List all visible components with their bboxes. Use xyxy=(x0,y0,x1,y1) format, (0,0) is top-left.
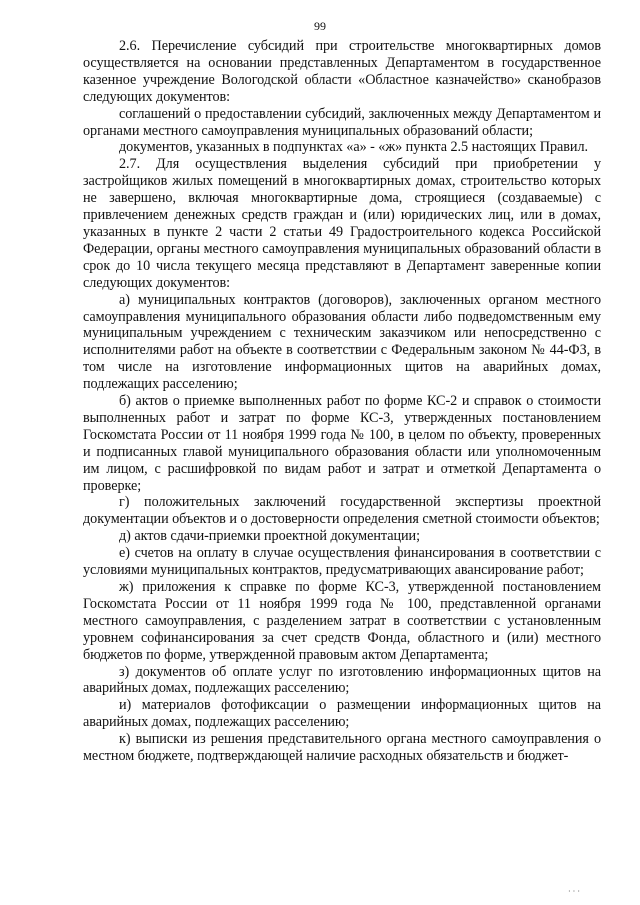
footer-mark: · · · xyxy=(568,887,580,896)
paragraph-2-7: 2.7. Для осуществления выделения субсидий при приобретении у застройщиков жилых помещений в многоквартирных домах, строительство которых не завершено, включая многоквартирные дома, строящиеся (создаваемые) с привлечением денежных средств граждан и (или) юридических лиц, или в домах, указанных в пункте 2 части 2 статьи 49 Градостроительного кодекса Российской Федерации, органы местного самоуправления муниципальных образований области в срок до 10 числа текущего месяца представляют в Департамент заверенные копии следующих документов: xyxy=(83,156,601,291)
paragraph-agreements: соглашений о предоставлении субсидий, заключенных между Департаментом и органами местного самоуправления муниципальных образований области; xyxy=(83,105,601,139)
paragraph-documents: документов, указанных в подпунктах «а» - «ж» пункта 2.5 настоящих Правил. xyxy=(119,139,588,156)
list-item-z: з) документов об оплате услуг по изготовлению информационных щитов на аварийных домах, подлежащих расселению; xyxy=(83,663,601,697)
list-item-g: г) положительных заключений государственной экспертизы проектной документации объектов и о достоверности определения сметной стоимости объектов; xyxy=(83,494,601,528)
page-number: 99 xyxy=(314,19,326,33)
list-item-zh: ж) приложения к справке по форме КС-3, утвержденной постановлением Госкомстата России от 11 ноября 1999 года № 100, представленной органами местного самоуправления, с разделением затрат в соответствии с установленным уровнем софинансирования за счет средств Фонда, областного и (или) местного бюджетов по форме, утвержденной правовым актом Департамента; xyxy=(83,579,601,663)
list-item-d: д) актов сдачи-приемки проектной документации; xyxy=(119,528,420,545)
list-item-a: а) муниципальных контрактов (договоров), заключенных органом местного самоуправления муниципального образования области либо подведомственным ему муниципальным учреждением с техническим заказчиком или непосредственно с исполнителями работ на объекте в соответствии с Федеральным законом № 44-ФЗ, в том числе на изготовление информационных щитов на аварийных домах, подлежащих расселению; xyxy=(83,291,601,393)
list-item-b: б) актов о приемке выполненных работ по форме КС-2 и справок о стоимости выполненных работ и затрат по форме КС-3, утвержденных постановлением Госкомстата России от 11 ноября 1999 года № 100, в целом по объекту, проверенных и подписанных главой муниципального образования области или уполномоченным им лицом, с расшифровкой по видам работ и затрат и отметкой Департамента о проверке; xyxy=(83,393,601,494)
document-body xyxy=(83,38,601,765)
list-item-k: к) выписки из решения представительного органа местного самоуправления о местном бюджете, подтверждающей наличие расходных обязательств и бюджет- xyxy=(83,731,601,765)
list-item-e: е) счетов на оплату в случае осуществления финансирования в соответствии с условиями муниципальных контрактов, предусматривающих авансирование работ; xyxy=(83,545,601,579)
list-item-i: и) материалов фотофиксации о размещении информационных щитов на аварийных домах, подлежащих расселению; xyxy=(83,697,601,731)
paragraph-2-6: 2.6. Перечисление субсидий при строительстве многоквартирных домов осуществляется на основании представленных Департаментом в государственное казенное учреждение Вологодской области «Областное казначейство» сканобразов следующих документов: xyxy=(83,38,601,105)
